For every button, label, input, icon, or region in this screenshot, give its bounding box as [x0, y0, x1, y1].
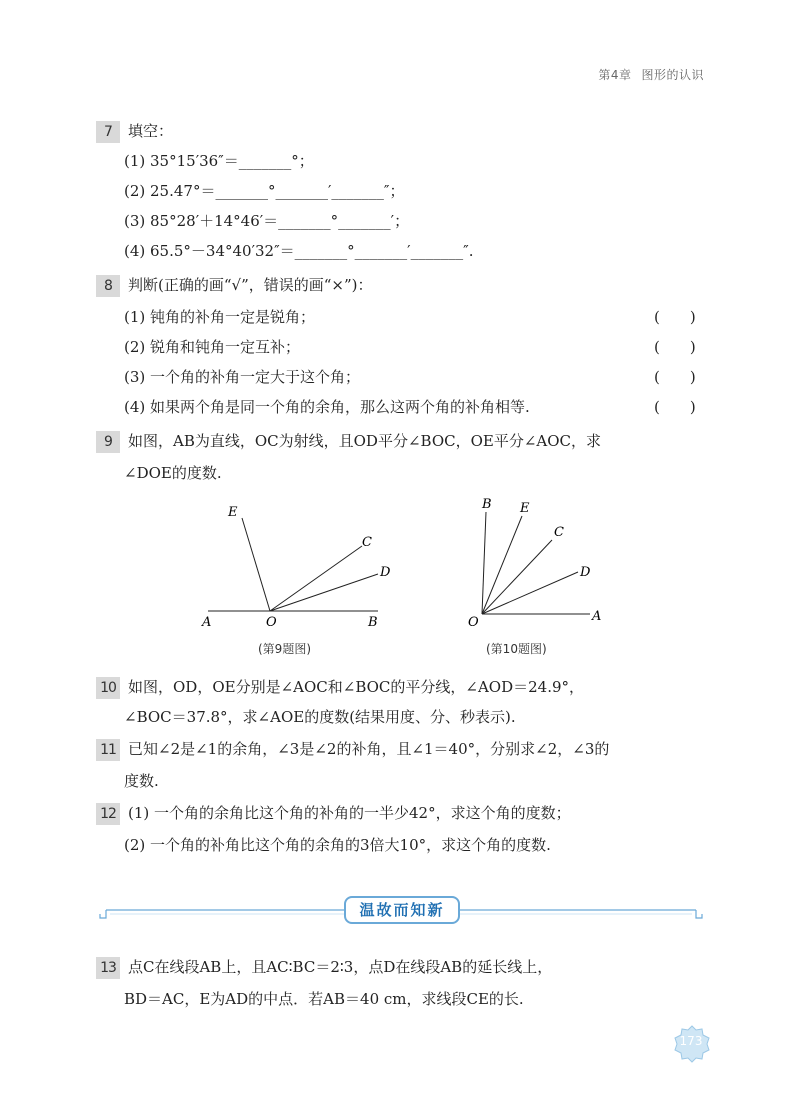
q8-item-2: (2) 锐角和钝角一定互补；	[124, 338, 301, 356]
chapter-label: 第4章	[598, 68, 632, 82]
ray-od	[270, 574, 378, 611]
label-d: D	[380, 565, 391, 580]
question-text: 判断(正确的画“√”，错误的画“×”)：	[128, 276, 373, 294]
ray-oc	[482, 540, 552, 614]
q8-item-3: (3) 一个角的补角一定大于这个角；	[124, 368, 361, 386]
q7-item-2: (2) 25.47°＝_______°_______′_______″；	[124, 182, 405, 200]
question-text: 如图，OD，OE分别是∠AOC和∠BOC的平分线，∠AOD＝24.9°，	[128, 678, 585, 696]
label-e: E	[228, 505, 238, 520]
question-8	[96, 274, 373, 297]
q11-line-2: 度数.	[124, 772, 159, 790]
q8-item-4: (4) 如果两个角是同一个角的余角，那么这两个角的补角相等.	[124, 398, 530, 416]
q7-item-4: (4) 65.5°－34°40′32″＝_______°_______′_______″.	[124, 242, 474, 260]
page-number: 173	[679, 1034, 703, 1048]
question-number: 8	[96, 275, 120, 297]
question-text: (1) 一个角的余角比这个角的补角的一半少42°，求这个角的度数；	[128, 804, 571, 822]
figure-9-caption: (第9题图)	[258, 642, 311, 656]
figure-9	[190, 496, 400, 636]
q9-line-2: ∠DOE的度数.	[124, 464, 222, 482]
question-11	[96, 738, 609, 761]
label-e: E	[520, 501, 530, 516]
question-number: 10	[96, 677, 120, 699]
label-b: B	[368, 615, 378, 630]
chapter-title: 图形的认识	[641, 68, 704, 82]
question-7	[96, 120, 173, 143]
label-a: A	[592, 609, 602, 624]
question-9	[96, 430, 601, 453]
q8-item-1: (1) 钝角的补角一定是锐角；	[124, 308, 316, 326]
label-c: C	[362, 535, 372, 550]
label-a: A	[202, 615, 212, 630]
question-12	[96, 802, 571, 825]
question-13	[96, 956, 552, 979]
label-o: O	[266, 615, 277, 630]
q7-item-1: (1) 35°15′36″＝_______°；	[124, 152, 314, 170]
page-header	[598, 66, 704, 83]
ray-oc	[270, 546, 362, 611]
label-b: B	[482, 497, 492, 512]
section-title: 温故而知新	[344, 896, 460, 924]
question-text: 填空：	[128, 122, 174, 140]
answer-paren: ( )	[654, 398, 696, 416]
q10-line-2: ∠BOC＝37.8°，求∠AOE的度数(结果用度、分、秒表示).	[124, 708, 516, 726]
label-c: C	[554, 525, 564, 540]
question-text: 点C在线段AB上，且AC∶BC＝2∶3，点D在线段AB的延长线上，	[128, 958, 553, 976]
question-number: 11	[96, 739, 120, 761]
question-number: 9	[96, 431, 120, 453]
answer-paren: ( )	[654, 368, 696, 386]
question-number: 12	[96, 803, 120, 825]
answer-paren: ( )	[654, 308, 696, 326]
question-text: 已知∠2是∠1的余角，∠3是∠2的补角，且∠1＝40°，分别求∠2，∠3的	[128, 740, 610, 758]
answer-paren: ( )	[654, 338, 696, 356]
figure-10	[462, 492, 612, 632]
ray-ob	[482, 512, 486, 614]
label-o: O	[468, 615, 479, 630]
question-10	[96, 676, 584, 699]
q7-item-3: (3) 85°28′＋14°46′＝_______°_______′；	[124, 212, 410, 230]
ray-oe	[242, 518, 270, 611]
figure-10-caption: (第10题图)	[486, 642, 547, 656]
label-d: D	[580, 565, 591, 580]
q13-line-2: BD＝AC，E为AD的中点．若AB＝40 cm，求线段CE的长.	[124, 990, 524, 1008]
question-text: 如图，AB为直线，OC为射线，且OD平分∠BOC，OE平分∠AOC，求	[128, 432, 602, 450]
question-number: 7	[96, 121, 120, 143]
question-number: 13	[96, 957, 120, 979]
q12-line-2: (2) 一个角的补角比这个角的余角的3倍大10°，求这个角的度数.	[124, 836, 551, 854]
